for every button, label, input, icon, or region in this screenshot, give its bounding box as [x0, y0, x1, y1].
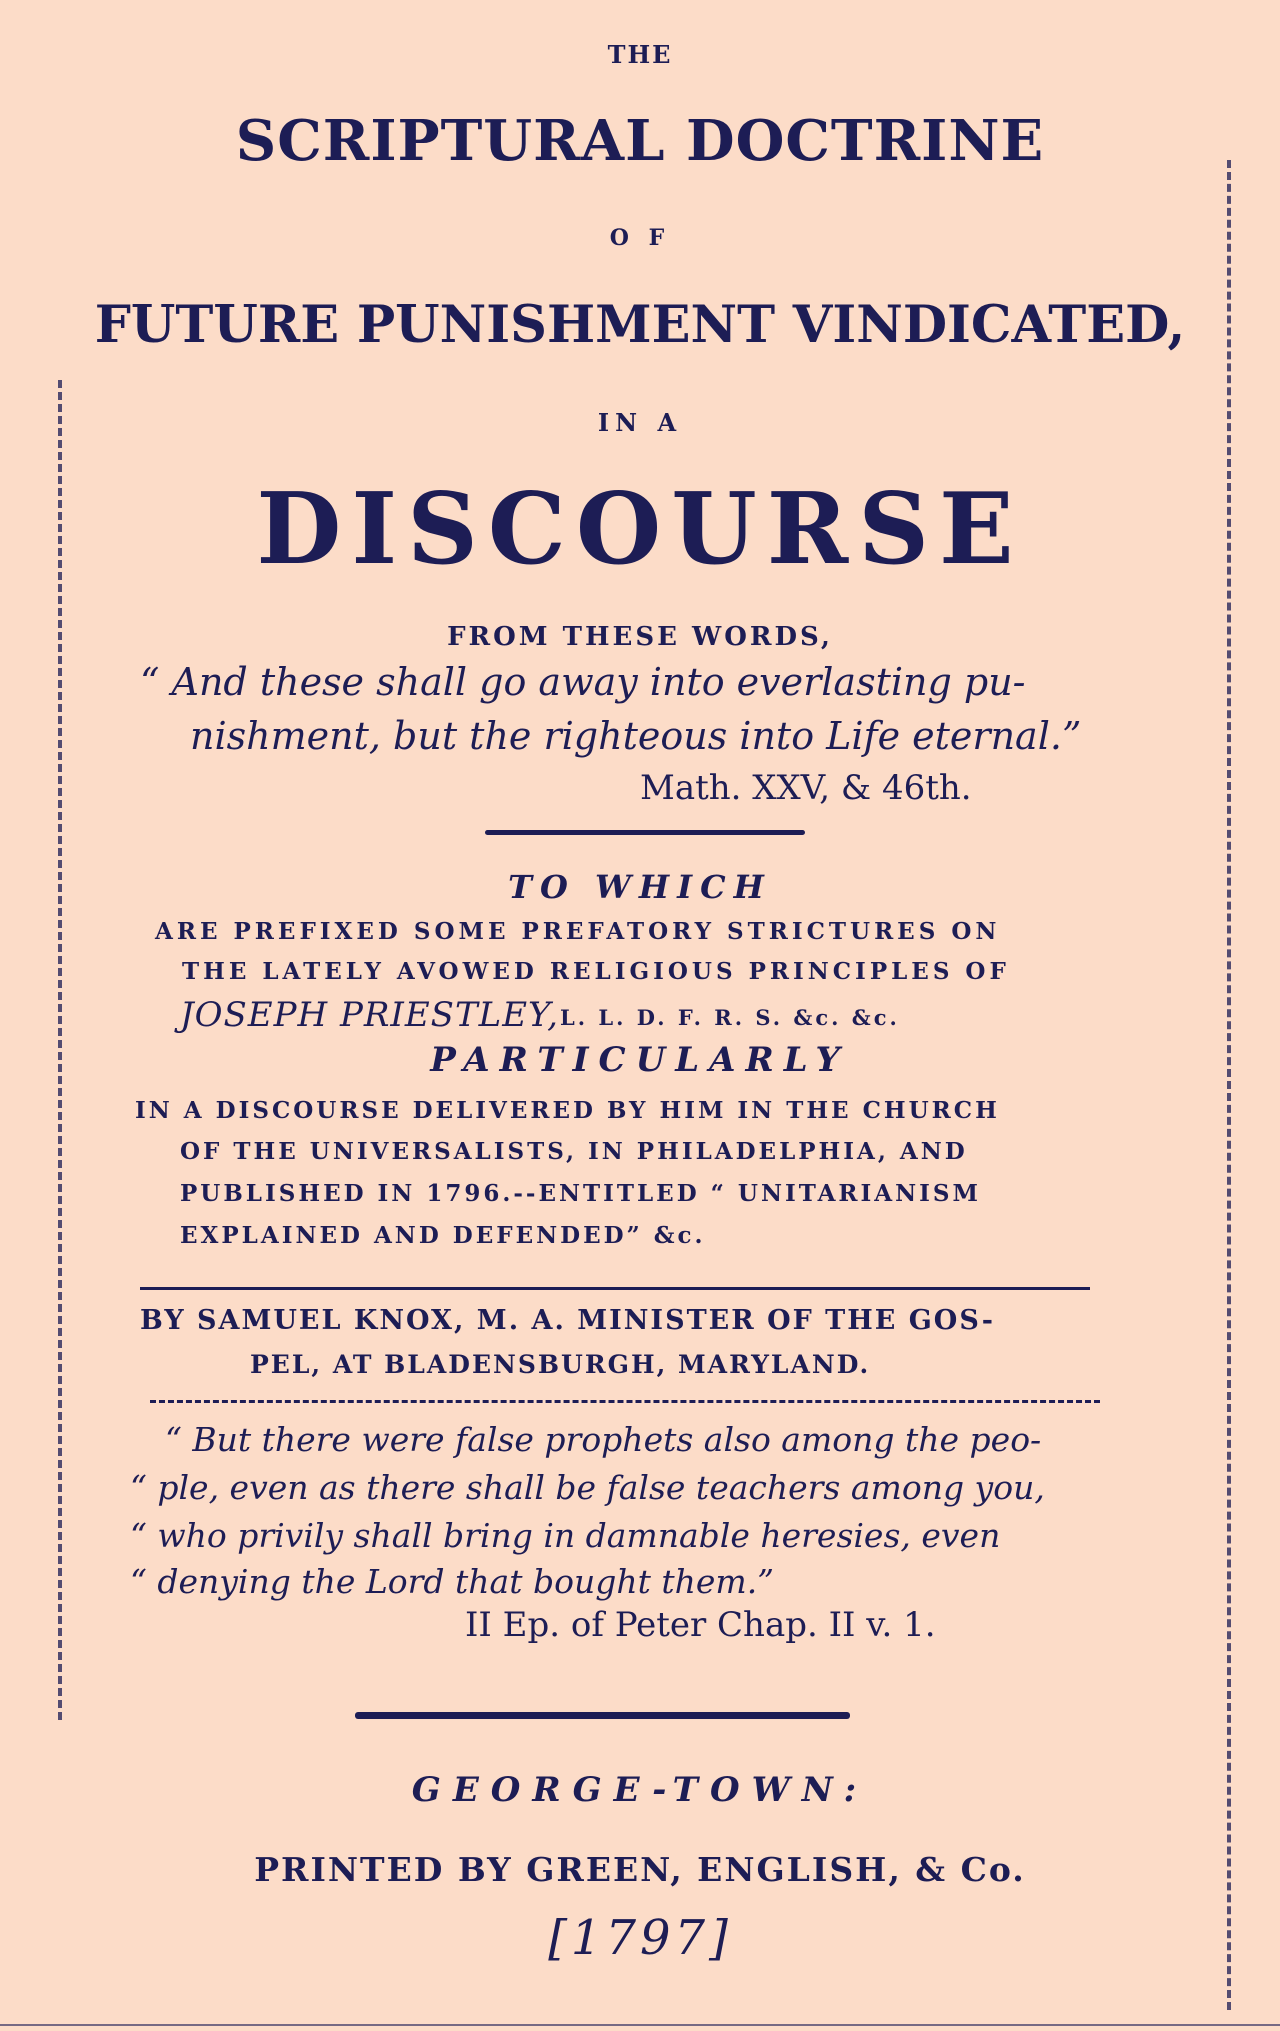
matthew-quote-line-2: nishment, but the righteous into Life eternal.”: [190, 714, 1082, 758]
from-these-words: FROM THESE WORDS,: [447, 622, 833, 652]
epigraph-reference: II Ep. of Peter Chap. II v. 1.: [465, 1605, 936, 1645]
discourse-line-4: EXPLAINED AND DEFENDED” &c.: [180, 1222, 706, 1249]
printer: PRINTED BY GREEN, ENGLISH, & Co.: [254, 1850, 1026, 1889]
to-which: TO WHICH: [508, 868, 772, 906]
author-line-2: PEL, AT BLADENSBURGH, MARYLAND.: [250, 1350, 871, 1379]
divider-3: [150, 1400, 1100, 1403]
priestley-degrees: L. L. D. F. R. S. &c. &c.: [560, 1005, 900, 1030]
bottom-page-edge: [0, 2024, 1280, 2026]
prefixed-line-2: THE LATELY AVOWED RELIGIOUS PRINCIPLES OF: [182, 958, 1010, 985]
discourse-line-3: PUBLISHED IN 1796.--ENTITLED “ UNITARIANISM: [180, 1180, 981, 1207]
particularly: PARTICULARLY: [430, 1040, 850, 1080]
right-page-edge: [1227, 160, 1231, 2010]
epigraph-line-4: “ denying the Lord that bought them.”: [130, 1562, 775, 1601]
priestley-name: JOSEPH PRIESTLEY,: [180, 995, 559, 1035]
divider-2: [140, 1287, 1090, 1290]
matthew-quote-line-1: “ And these shall go away into everlasting pu-: [140, 660, 1026, 704]
epigraph-line-3: “ who privily shall bring in damnable heresies, even: [130, 1516, 1001, 1555]
title-future-punishment: FUTURE PUNISHMENT VINDICATED,: [94, 295, 1186, 355]
title-of: O F: [609, 225, 671, 251]
discourse-line-2: OF THE UNIVERSALISTS, IN PHILADELPHIA, AND: [180, 1138, 968, 1165]
prefixed-line-1: ARE PREFIXED SOME PREFATORY STRICTURES ON: [155, 918, 1001, 945]
title-scriptural-doctrine: SCRIPTURAL DOCTRINE: [235, 108, 1045, 174]
discourse-line-1: IN A DISCOURSE DELIVERED BY HIM IN THE CHURCH: [135, 1097, 1000, 1124]
epigraph-line-1: “ But there were false prophets also among the peo-: [165, 1420, 1042, 1459]
divider-4: [355, 1712, 850, 1719]
epigraph-line-2: “ ple, even as there shall be false teachers among you,: [130, 1468, 1045, 1507]
matthew-quote-reference: Math. XXV, & 46th.: [640, 768, 972, 808]
place-of-publication: GEORGE-TOWN:: [411, 1770, 869, 1810]
title-in-a: IN A: [597, 408, 683, 437]
title-discourse: DISCOURSE: [256, 472, 1024, 587]
title-the: THE: [607, 40, 673, 69]
author-line-1: BY SAMUEL KNOX, M. A. MINISTER OF THE GOS-: [140, 1305, 996, 1336]
divider-1: [485, 830, 805, 835]
publication-year: [1797]: [548, 1910, 732, 1966]
